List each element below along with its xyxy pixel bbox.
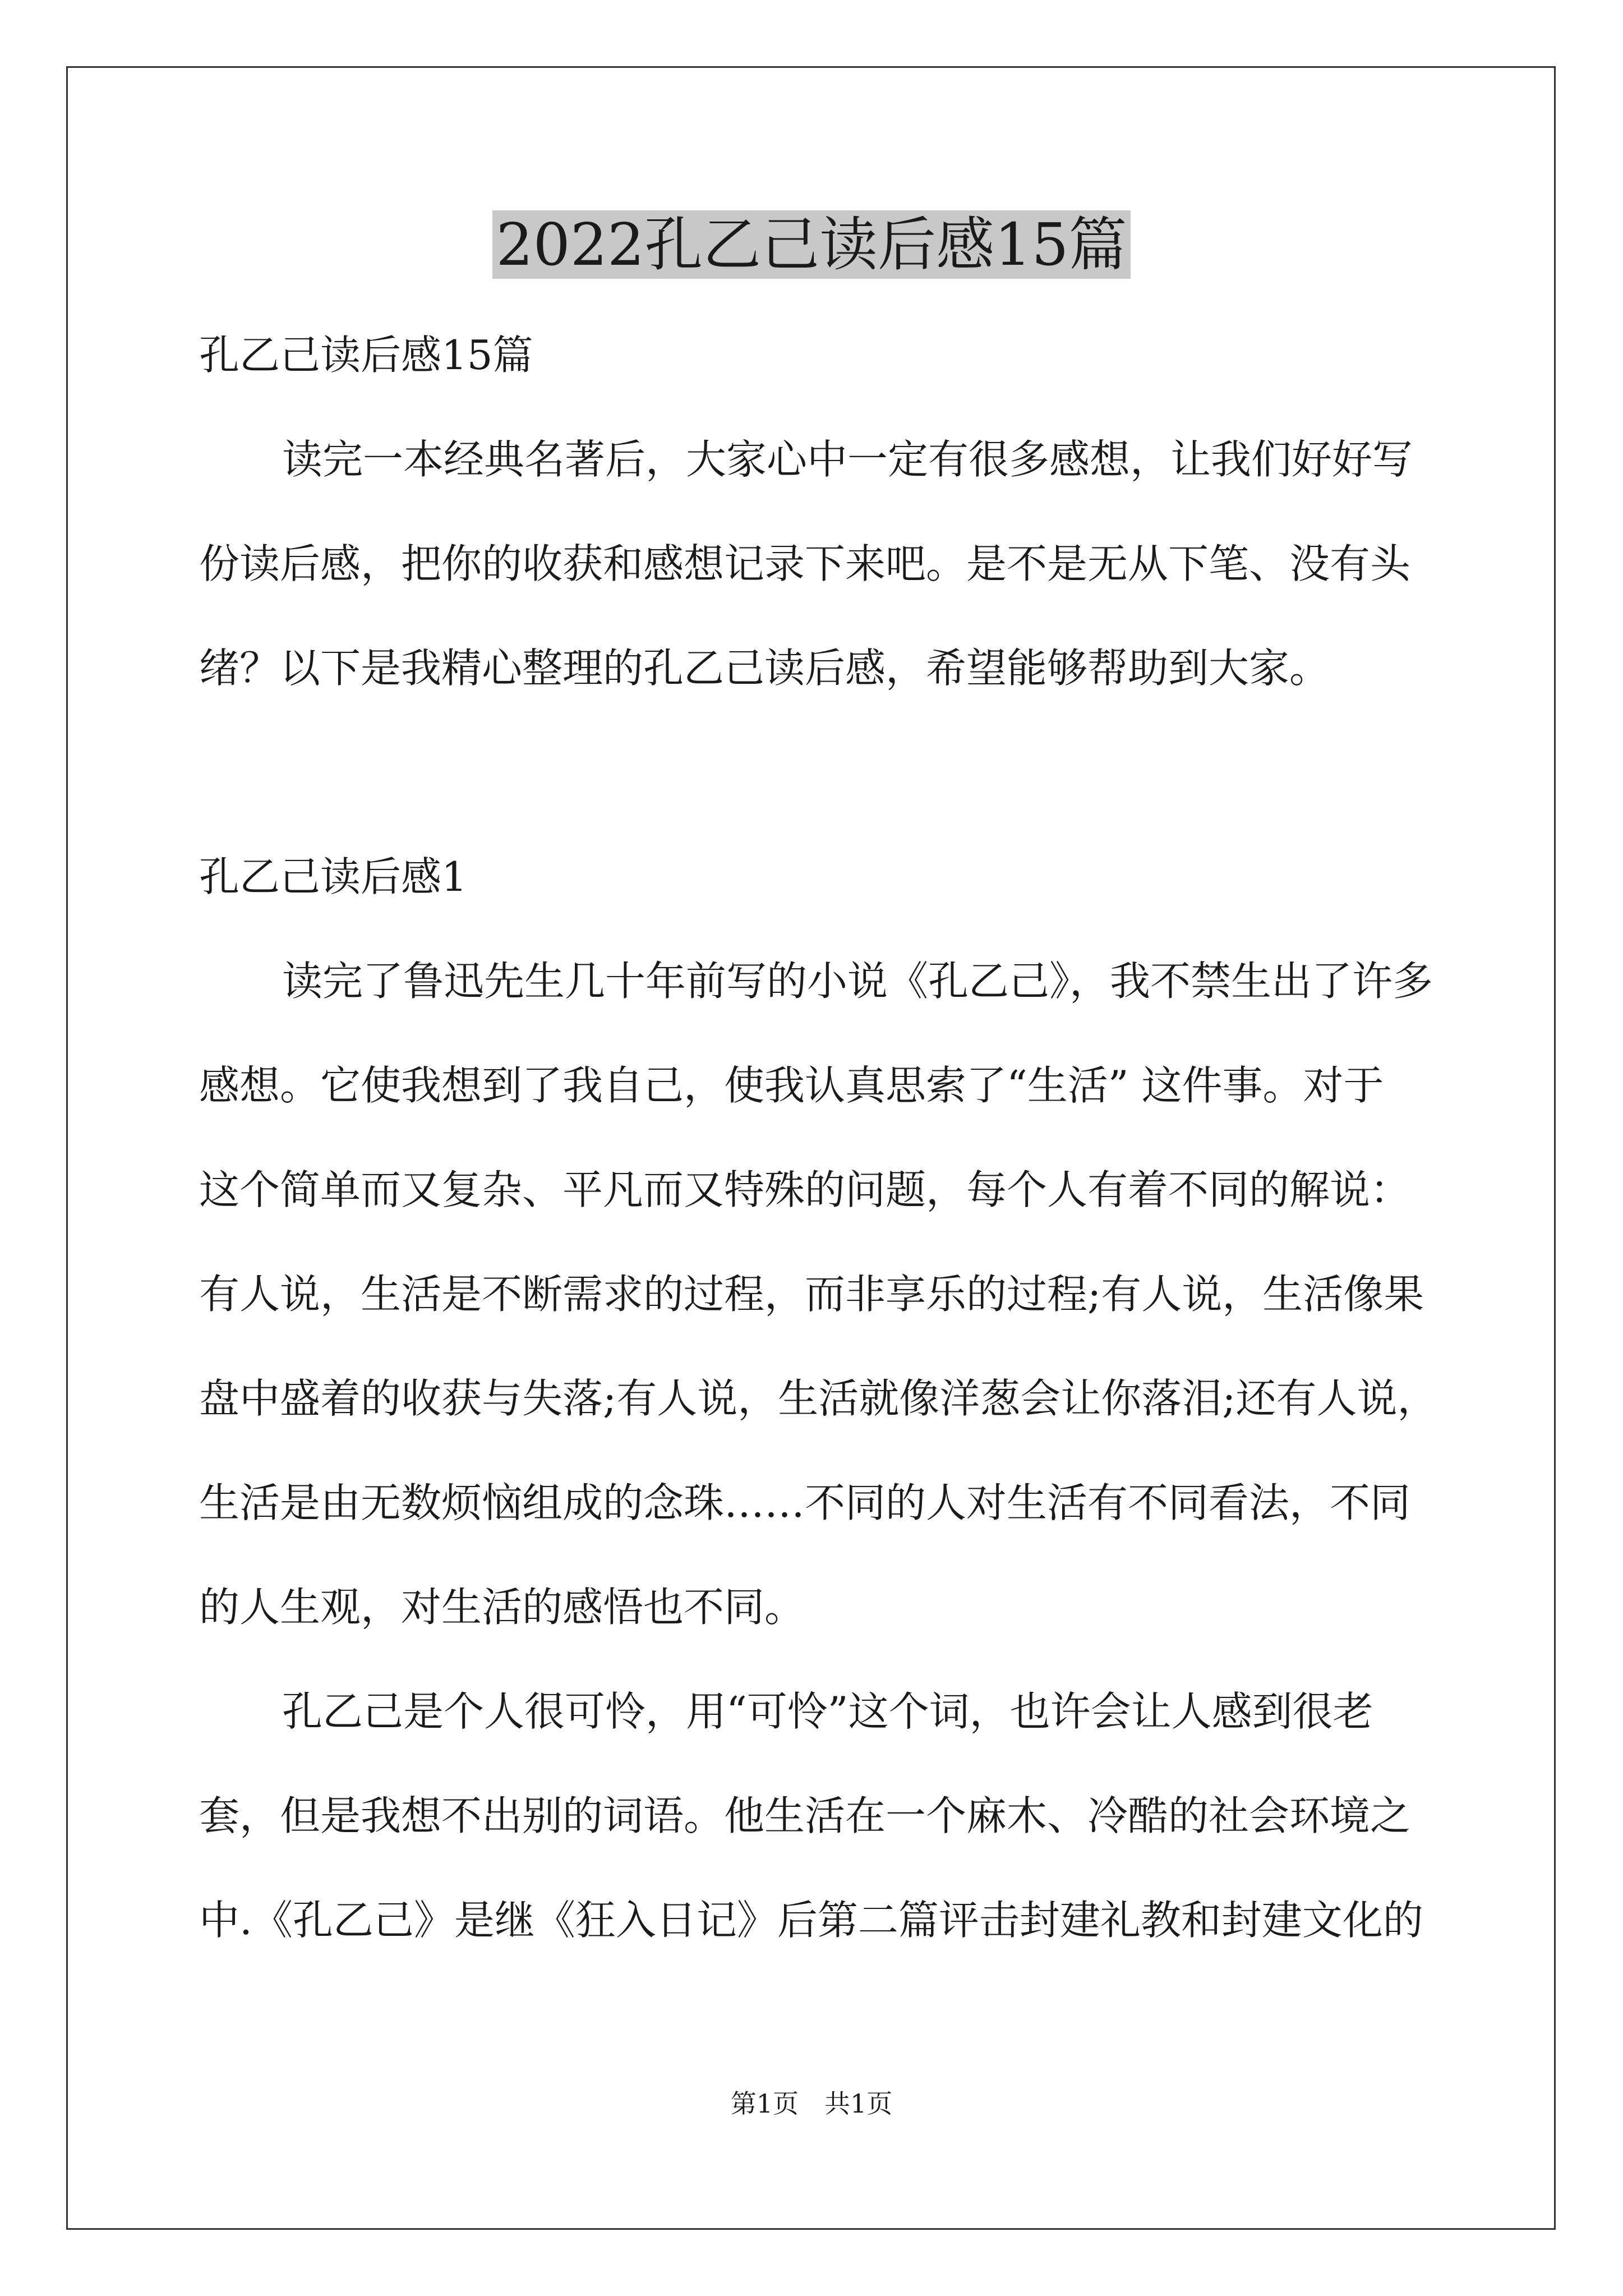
paragraph-line: 中.《孔乙己》是继《狂入日记》后第二篇评击封建礼教和封建文化的 — [199, 1897, 1423, 1944]
paragraph-line: 绪？以下是我精心整理的孔乙己读后感，希望能够帮助到大家。 — [199, 645, 1330, 692]
blank-line — [199, 720, 1433, 825]
paragraph-line: 感想。它使我想到了我自己，使我认真思索了“生活” 这件事。对于 — [199, 1062, 1384, 1109]
paragraph-line: 份读后感，把你的收获和感想记录下来吧。是不是无从下笔、没有头 — [199, 540, 1411, 587]
paragraph-line: 读完了鲁迅先生几十年前写的小说《孔乙己》，我不禁生出了许多 — [282, 958, 1433, 1005]
page-footer — [0, 2087, 1623, 2120]
paragraph-line: 盘中盛着的收获与失落;有人说，生活就像洋葱会让你落泪;还有人说， — [199, 1375, 1438, 1422]
paragraph-line: 有人说，生活是不断需求的过程，而非享乐的过程;有人说，生活像果 — [199, 1271, 1424, 1318]
paragraph-line: 套，但是我想不出别的词语。他生活在一个麻木、冷酷的社会环境之 — [199, 1792, 1411, 1839]
title-text: 2022孔乙己读后感15篇 — [492, 210, 1130, 279]
page-number: 第1页 — [730, 2088, 799, 2119]
intro-paragraph — [199, 407, 1433, 720]
paragraph-1 — [199, 929, 1438, 1659]
paragraph-line: 的人生观，对生活的感悟也不同。 — [199, 1584, 805, 1631]
section-heading: 孔乙己读后感1 — [199, 853, 467, 900]
paragraph-line: 读完一本经典名著后，大家心中一定有很多感想，让我们好好写 — [282, 436, 1413, 483]
subtitle: 孔乙己读后感15篇 — [199, 332, 533, 379]
paragraph-line: 这个简单而又复杂、平凡而又特殊的问题，每个人有着不同的解说： — [199, 1166, 1411, 1213]
paragraph-line: 孔乙己是个人很可怜，用“可怜”这个词，也许会让人感到很老 — [282, 1688, 1373, 1735]
total-pages: 共1页 — [824, 2088, 893, 2119]
document-body — [199, 303, 1438, 1972]
paragraph-2 — [199, 1659, 1433, 1972]
paragraph-line: 生活是由无数烦恼组成的念珠……不同的人对生活有不同看法，不同 — [199, 1479, 1411, 1526]
document-title — [0, 205, 1623, 284]
